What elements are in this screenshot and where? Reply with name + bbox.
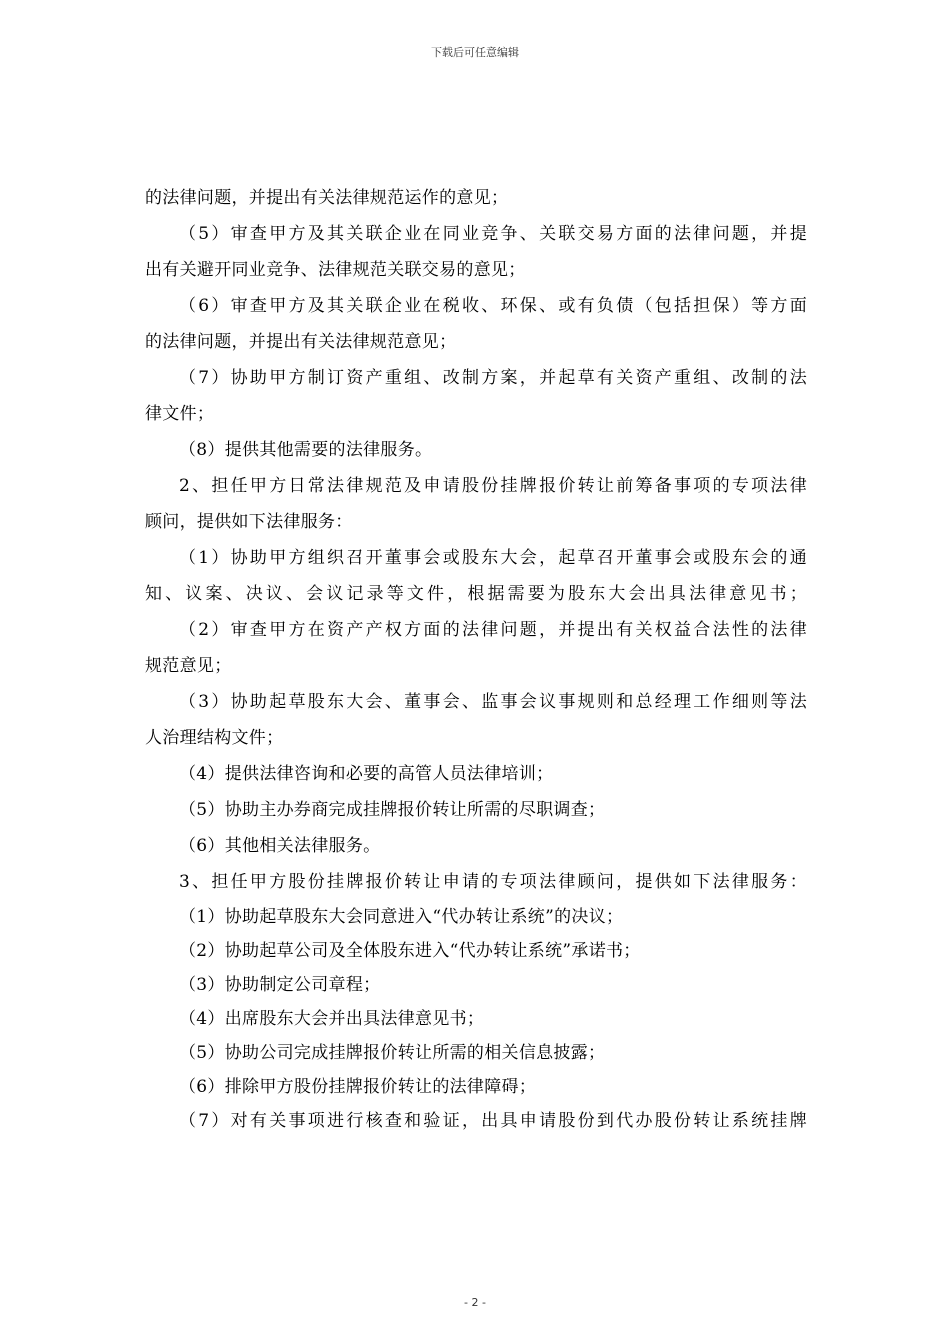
text-line: （5）协助主办券商完成挂牌报价转让所需的尽职调查；: [179, 800, 606, 820]
text-line: （1）协助起草股东大会同意进入“代办转让系统”的决议；: [179, 907, 624, 927]
text-line: （7）对有关事项进行核查和验证，出具申请股份到代办股份转让系统挂牌: [179, 1111, 807, 1131]
text-line: （6）审查甲方及其关联企业在税收、环保、或有负债（包括担保）等方面: [179, 296, 807, 316]
text-line: （3）协助起草股东大会、董事会、监事会议事规则和总经理工作细则等法: [179, 692, 807, 712]
text-line: （4）提供法律咨询和必要的高管人员法律培训；: [179, 764, 554, 784]
text-line: （8）提供其他需要的法律服务。: [179, 440, 433, 460]
text-line: 人治理结构文件；: [145, 728, 284, 748]
document-body: [145, 180, 807, 1138]
text-line: （3）协助制定公司章程；: [179, 975, 381, 995]
text-line: （6）其他相关法律服务。: [179, 836, 381, 856]
text-line: （6）排除甲方股份挂牌报价转让的法律障碍；: [179, 1077, 537, 1097]
text-line: （1）协助甲方组织召开董事会或股东大会，起草召开董事会或股东会的通: [179, 548, 807, 568]
text-line: 律文件；: [145, 404, 215, 424]
text-line: 知、议案、决议、会议记录等文件，根据需要为股东大会出具法律意见书；: [145, 584, 807, 604]
text-line: （5）审查甲方及其关联企业在同业竞争、关联交易方面的法律问题，并提: [179, 224, 807, 244]
text-line: 2、担任甲方日常法律规范及申请股份挂牌报价转让前筹备事项的专项法律: [179, 476, 807, 496]
text-line: （7）协助甲方制订资产重组、改制方案，并起草有关资产重组、改制的法: [179, 368, 807, 388]
text-line: （5）协助公司完成挂牌报价转让所需的相关信息披露；: [179, 1043, 606, 1063]
text-line: 的法律问题，并提出有关法律规范意见；: [145, 332, 457, 352]
text-line: 的法律问题，并提出有关法律规范运作的意见；: [145, 188, 509, 208]
text-line: （4）出席股东大会并出具法律意见书；: [179, 1009, 485, 1029]
text-line: 顾问，提供如下法律服务：: [145, 512, 353, 532]
text-line: 3、担任甲方股份挂牌报价转让申请的专项法律顾问，提供如下法律服务：: [179, 872, 807, 892]
page-number: - 2 -: [464, 1296, 486, 1309]
text-line: （2）审查甲方在资产产权方面的法律问题，并提出有关权益合法性的法律: [179, 620, 807, 640]
text-line: 出有关避开同业竞争、法律规范关联交易的意见；: [145, 260, 526, 280]
text-line: 规范意见；: [145, 656, 232, 676]
text-line: （2）协助起草公司及全体股东进入“代办转让系统”承诺书；: [179, 941, 641, 961]
page-header: 下载后可任意编辑: [431, 46, 519, 59]
